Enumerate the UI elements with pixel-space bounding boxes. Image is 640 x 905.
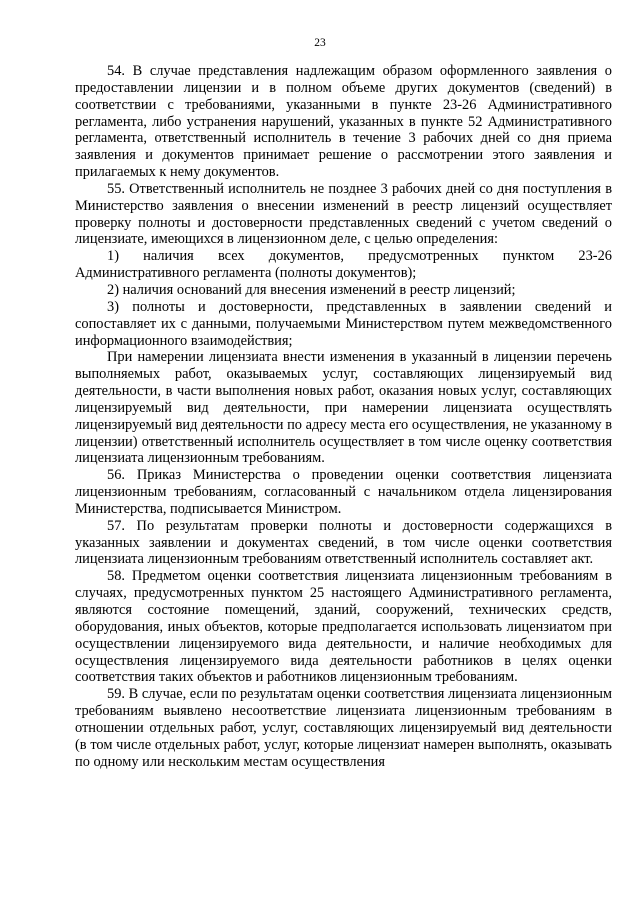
paragraph-56: 56. Приказ Министерства о проведении оценки соответствия лицензиата лицензионным требованиям, согласованный с начальником отдела лицензирования Министерства, подписывается Министром. [75, 467, 612, 517]
list-item-1: 1) наличия всех документов, предусмотренных пунктом 23-26 Административного регламента (полноты документов); [75, 248, 612, 282]
paragraph-58: 58. Предметом оценки соответствия лицензиата лицензионным требованиям в случаях, предусмотренных пунктом 25 настоящего Административного регламента, являются состояние помещений, зданий, сооружений, технических средств, оборудования, иных объектов, которые предполагается использовать лицензиатом при осуществлении лицензируемого вида деятельности, и наличие необходимых для осуществления лицензируемого вида деятельности работников в целях оценки соответствия таких объектов и работников лицензионным требованиям. [75, 568, 612, 686]
list-item-2: 2) наличия оснований для внесения изменений в реестр лицензий; [107, 281, 516, 298]
paragraph-changes-intent: При намерении лицензиата внести изменения в указанный в лицензии перечень выполняемых работ, оказываемых услуг, составляющих лицензируемый вид деятельности, в части выполнения новых работ, оказания новых услуг, составляющих лицензируемый вид деятельности, при намерении лицензиата осуществлять лицензируемый вид деятельности по адресу места его осуществления, не указанному в лицензии) ответственный исполнитель осуществляет в том числе оценку соответствия лицензиата лицензионным требованиям. [75, 349, 612, 467]
paragraph-57: 57. По результатам проверки полноты и достоверности содержащихся в указанных заявлении и документах сведений, в том числе оценки соответствия лицензиата лицензионным требованиям ответственный исполнитель составляет акт. [75, 517, 612, 568]
paragraph-55: 55. Ответственный исполнитель не позднее 3 рабочих дней со дня поступления в Министерство заявления о внесении изменений в реестр лицензий осуществляет проверку полноты и достоверности представленных сведений с учетом сведений о лицензиате, имеющихся в лицензионном деле, с целью определения: [75, 180, 612, 248]
list-item-3: 3) полноты и достоверности, представленных в заявлении сведений и сопоставляет их с данными, получаемыми Министерством путем межведомственного информационного взаимодействия; [75, 298, 612, 349]
paragraph-59: 59. В случае, если по результатам оценки соответствия лицензиата лицензионным требованиям выявлено несоответствие лицензиата лицензионным требованиям в отношении отдельных работ, услуг, составляющих лицензируемый вид деятельности (в том числе отдельных работ, услуг, которые лицензиат намерен выполнять, оказывать по одному или нескольким местам осуществления [75, 686, 612, 770]
page-number: 23 [314, 37, 326, 49]
page-body [75, 63, 612, 770]
paragraph-54: 54. В случае представления надлежащим образом оформленного заявления о предоставлении лицензии и в полном объеме других документов (сведений) в соответствии с требованиями, указанными в пункте 23-26 Административного регламента, либо устранения нарушений, указанных в пункте 52 Административного регламента, ответственный исполнитель в течение 3 рабочих дней со дня приема заявления и документов принимает решение о рассмотрении этого заявления и прилагаемых к нему документов. [75, 63, 612, 181]
